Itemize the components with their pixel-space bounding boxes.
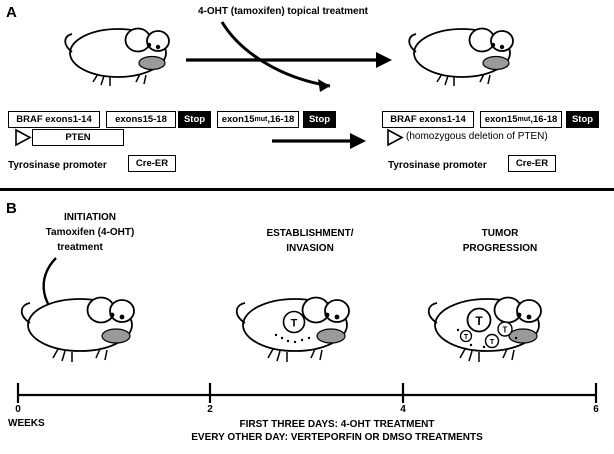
cre-er-box-left: Cre-ER bbox=[128, 155, 176, 172]
panel-a-treatment-label: 4-OHT (tamoxifen) topical treatment bbox=[197, 6, 369, 17]
tyrosinase-promoter-label-left: Tyrosinase promoter bbox=[8, 160, 107, 171]
stage-1-line3: treatment bbox=[57, 242, 103, 253]
cre-er-box-right: Cre-ER bbox=[508, 155, 556, 172]
svg-text:T: T bbox=[463, 334, 469, 341]
timeline-caption-line2: EVERY OTHER DAY: VERTEPORFIN OR DMSO TREATMENTS bbox=[191, 432, 483, 443]
timeline-axis-label: WEEKS bbox=[8, 418, 45, 429]
tyrosinase-promoter-label-right: Tyrosinase promoter bbox=[388, 160, 487, 171]
stage-3-line2: PROGRESSION bbox=[462, 243, 538, 254]
gene-text-mut-sup-right: mut bbox=[517, 116, 531, 123]
stage-2-line1: ESTABLISHMENT/ bbox=[266, 228, 354, 239]
timeline-tick-0: 0 bbox=[15, 404, 21, 415]
svg-text:T: T bbox=[489, 337, 495, 347]
gene-text-exon15: exon15 bbox=[221, 114, 255, 125]
pten-deletion-note: (homozygous deletion of PTEN) bbox=[406, 131, 548, 142]
gene-box-braf-exons1-14-left: BRAF exons1-14 bbox=[8, 111, 100, 128]
panel-b-letter: B bbox=[6, 200, 17, 217]
timeline-tick-1: 2 bbox=[207, 404, 213, 415]
svg-text:T: T bbox=[475, 314, 483, 328]
timeline-caption-line1: FIRST THREE DAYS: 4-OHT TREATMENT bbox=[239, 419, 435, 430]
stop-box-2: Stop bbox=[303, 111, 336, 128]
gene-box-pten: PTEN bbox=[32, 129, 124, 146]
timeline-tick-2: 4 bbox=[400, 404, 406, 415]
stage-1-line2: Tamoxifen (4-OHT) bbox=[45, 227, 135, 238]
stage-2-line2: INVASION bbox=[286, 243, 334, 254]
gene-box-exons15-18: exons15-18 bbox=[106, 111, 176, 128]
timeline-tick-3: 6 bbox=[593, 404, 599, 415]
gene-text-exon15-right: exon15 bbox=[484, 114, 518, 125]
gene-box-braf-exons1-14-right: BRAF exons1-14 bbox=[382, 111, 474, 128]
gene-text-mut-sup: mut bbox=[254, 116, 268, 123]
stage-1-line1: INITIATION bbox=[63, 212, 117, 223]
stop-box-1: Stop bbox=[178, 111, 211, 128]
panel-a-letter: A bbox=[6, 4, 17, 21]
gene-text-16-18-right: ,16-18 bbox=[530, 114, 558, 125]
svg-text:T: T bbox=[502, 325, 508, 335]
stage-3-line1: TUMOR bbox=[481, 228, 519, 239]
gene-text-16-18: ,16-18 bbox=[267, 114, 295, 125]
stop-box-3: Stop bbox=[566, 111, 599, 128]
svg-text:T: T bbox=[290, 317, 298, 330]
